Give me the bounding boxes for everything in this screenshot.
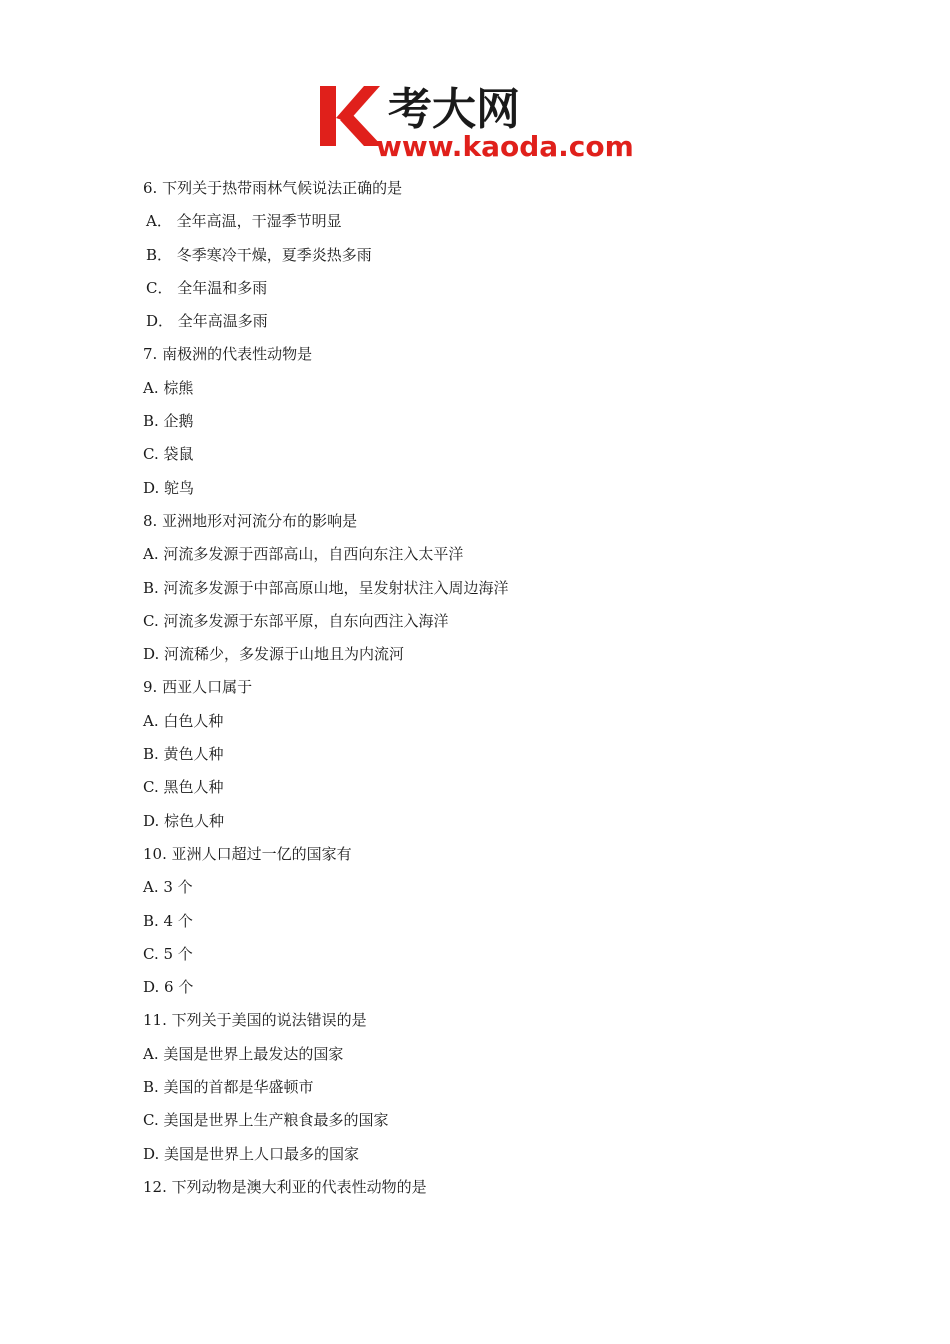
q11-option-b: B. 美国的首都是华盛顿市 bbox=[143, 1078, 314, 1097]
q8-option-d: D. 河流稀少，多发源于山地且为内流河 bbox=[143, 645, 405, 664]
q8-option-a: A. 河流多发源于西部高山，自西向东注入太平洋 bbox=[143, 545, 464, 564]
kaoda-logo-graphic bbox=[318, 80, 638, 162]
question-9: 9. 西亚人口属于 bbox=[143, 678, 253, 697]
question-8: 8. 亚洲地形对河流分布的影响是 bbox=[143, 511, 358, 530]
q10-option-b: B. 4 个 bbox=[143, 911, 193, 930]
q8-option-c: C. 河流多发源于东部平原，自东向西注入海洋 bbox=[143, 611, 449, 630]
q7-option-b: B. 企鹅 bbox=[143, 412, 194, 431]
question-10: 10. 亚洲人口超过一亿的国家有 bbox=[143, 844, 352, 863]
q7-option-d: D. 鸵鸟 bbox=[143, 478, 195, 497]
question-7: 7. 南极洲的代表性动物是 bbox=[143, 345, 313, 364]
q6-option-d: D． 全年高温多雨 bbox=[146, 312, 268, 331]
question-list bbox=[143, 172, 823, 1204]
q9-option-d: D. 棕色人种 bbox=[143, 811, 225, 830]
brand-url: www.kaoda.com bbox=[376, 130, 634, 162]
k-logo-icon bbox=[320, 86, 382, 146]
question-12: 12. 下列动物是澳大利亚的代表性动物的是 bbox=[143, 1177, 427, 1196]
q11-option-a: A. 美国是世界上最发达的国家 bbox=[143, 1044, 344, 1063]
q11-option-d: D. 美国是世界上人口最多的国家 bbox=[143, 1144, 360, 1163]
q6-option-c: C． 全年温和多雨 bbox=[146, 278, 268, 297]
kaoda-logo bbox=[318, 80, 638, 162]
q9-option-a: A. 白色人种 bbox=[143, 711, 224, 730]
q7-option-a: A. 棕熊 bbox=[143, 378, 194, 397]
q6-option-a: A． 全年高温，干湿季节明显 bbox=[146, 212, 342, 231]
q7-option-c: C. 袋鼠 bbox=[143, 445, 194, 464]
q11-option-c: C. 美国是世界上生产粮食最多的国家 bbox=[143, 1111, 389, 1130]
q8-option-b: B. 河流多发源于中部高原山地，呈发射状注入周边海洋 bbox=[143, 578, 509, 597]
q10-option-c: C. 5 个 bbox=[143, 944, 193, 963]
q10-option-d: D. 6 个 bbox=[143, 978, 194, 997]
brand-name-cn: 考大网 bbox=[388, 84, 520, 135]
q9-option-b: B. 黄色人种 bbox=[143, 745, 224, 764]
q9-option-c: C. 黑色人种 bbox=[143, 778, 224, 797]
question-11: 11. 下列关于美国的说法错误的是 bbox=[143, 1011, 367, 1030]
q10-option-a: A. 3 个 bbox=[143, 878, 193, 897]
question-6: 6. 下列关于热带雨林气候说法正确的是 bbox=[143, 179, 403, 197]
q6-option-b: B． 冬季寒冷干燥，夏季炎热多雨 bbox=[146, 245, 372, 264]
